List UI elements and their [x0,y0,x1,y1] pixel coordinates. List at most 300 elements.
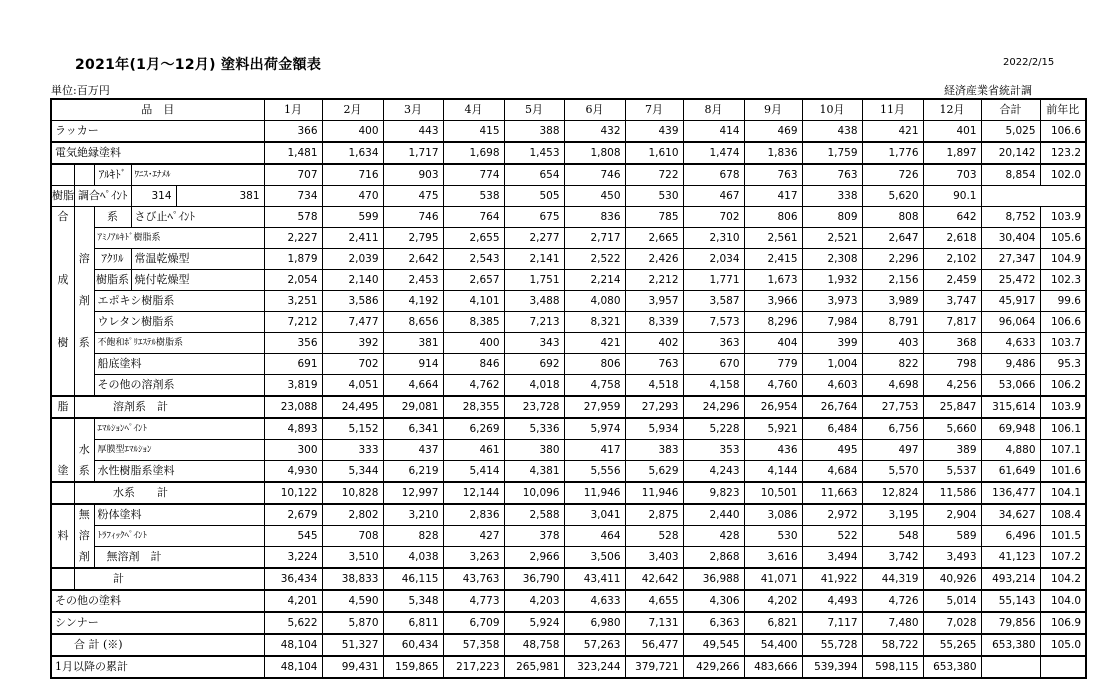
value-cell: 3,224 [264,547,322,569]
row-label: 粉体塗料 [94,504,264,526]
value-cell: 3,989 [862,291,923,312]
value-cell: 2,212 [625,270,683,291]
value-cell: 4,038 [383,547,443,569]
value-cell: 379,721 [625,656,683,678]
total-cell: 5,620 [862,186,923,207]
header-month: 4月 [443,99,504,121]
yoy-cell: 104.1 [1040,482,1086,504]
value-cell: 461 [443,440,504,461]
yoy-cell: 123.2 [1040,142,1086,164]
value-cell: 28,355 [443,396,504,418]
value-cell: 3,957 [625,291,683,312]
value-cell: 23,088 [264,396,322,418]
value-cell: 3,742 [862,547,923,569]
value-cell: 642 [923,207,981,228]
value-cell: 9,823 [683,482,744,504]
value-cell: 708 [322,526,383,547]
value-cell: 36,790 [504,568,564,590]
value-cell: 599 [322,207,383,228]
value-cell: 3,086 [744,504,802,526]
value-cell: 43,411 [564,568,625,590]
value-cell: 51,327 [322,634,383,656]
row-label: その他の塗料 [51,590,264,612]
value-cell: 4,101 [443,291,504,312]
value-cell: 5,344 [322,461,383,483]
value-cell: 538 [443,186,504,207]
value-cell: 29,081 [383,396,443,418]
side-cell [51,504,75,526]
value-cell: 1,897 [923,142,981,164]
value-cell: 2,966 [504,547,564,569]
value-cell: 8,656 [383,312,443,333]
side-cell [51,375,75,397]
value-cell: 545 [264,526,322,547]
row-label: さび止ﾍﾟｲﾝﾄ [131,207,264,228]
value-cell: 417 [744,186,802,207]
row-label: 無溶剤 計 [94,547,264,569]
acrylic-resin-label: 樹脂系 [94,270,131,291]
header-month: 10月 [802,99,862,121]
value-cell: 323,244 [564,656,625,678]
yoy-cell: 103.7 [1040,333,1086,354]
yoy-cell: 106.1 [1040,418,1086,440]
value-cell: 2,904 [923,504,981,526]
value-cell: 7,817 [923,312,981,333]
side-mizu-kei: 系 [75,461,95,483]
value-cell: 417 [564,440,625,461]
value-cell: 400 [322,121,383,143]
value-cell: 10,501 [744,482,802,504]
value-cell: 4,381 [504,461,564,483]
total-cell: 653,380 [981,634,1040,656]
value-cell: 702 [683,207,744,228]
value-cell: 1,932 [802,270,862,291]
value-cell: 3,616 [744,547,802,569]
value-cell: 6,269 [443,418,504,440]
yoy-cell: 107.2 [1040,547,1086,569]
value-cell: 2,415 [744,249,802,270]
value-cell: 2,657 [443,270,504,291]
value-cell: 2,868 [683,547,744,569]
value-cell: 57,358 [443,634,504,656]
value-cell: 5,629 [625,461,683,483]
value-cell: 4,698 [862,375,923,397]
value-cell: 2,214 [564,270,625,291]
side-cell [75,312,95,333]
value-cell: 3,747 [923,291,981,312]
value-cell: 903 [383,164,443,186]
value-cell: 60,434 [383,634,443,656]
side-cell [75,270,95,291]
value-cell: 7,984 [802,312,862,333]
yoy-cell: 95.3 [1040,354,1086,375]
value-cell: 8,339 [625,312,683,333]
value-cell: 785 [625,207,683,228]
value-cell: 8,321 [564,312,625,333]
value-cell: 56,477 [625,634,683,656]
value-cell: 678 [683,164,744,186]
value-cell: 3,195 [862,504,923,526]
side-mu-zai: 剤 [75,547,95,569]
value-cell: 822 [862,354,923,375]
yoy-cell: 99.6 [1040,291,1086,312]
total-cell: 25,472 [981,270,1040,291]
value-cell: 24,296 [683,396,744,418]
value-cell: 2,227 [264,228,322,249]
value-cell: 1,717 [383,142,443,164]
value-cell: 4,051 [322,375,383,397]
value-cell: 4,144 [744,461,802,483]
value-cell: 5,014 [923,590,981,612]
value-cell: 670 [683,354,744,375]
value-cell: 11,946 [625,482,683,504]
value-cell: 6,219 [383,461,443,483]
value-cell: 469 [744,121,802,143]
value-cell: 428 [683,526,744,547]
value-cell: 436 [744,440,802,461]
value-cell: 2,411 [322,228,383,249]
side-cell [75,164,95,186]
yoy-cell: 107.1 [1040,440,1086,461]
header-month: 6月 [564,99,625,121]
value-cell: 314 [131,186,176,207]
value-cell: 6,709 [443,612,504,634]
value-cell: 1,808 [564,142,625,164]
value-cell: 3,587 [683,291,744,312]
value-cell: 4,930 [264,461,322,483]
value-cell: 36,434 [264,568,322,590]
row-label: 常温乾燥型 [131,249,264,270]
resin-kei-label: 系 [94,207,131,228]
value-cell: 58,722 [862,634,923,656]
value-cell: 389 [923,440,981,461]
value-cell: 400 [443,333,504,354]
value-cell: 6,811 [383,612,443,634]
value-cell: 26,764 [802,396,862,418]
row-label: ウレタン樹脂系 [94,312,264,333]
value-cell: 3,973 [802,291,862,312]
table-row [51,634,1086,656]
row-label: 船底塗料 [94,354,264,375]
value-cell: 5,348 [383,590,443,612]
value-cell: 4,655 [625,590,683,612]
yoy-cell: 104.9 [1040,249,1086,270]
yoy-cell: 103.9 [1040,396,1086,418]
yoy-cell: 103.9 [1040,207,1086,228]
side-kei: 系 [75,333,95,354]
side-gou: 合 [51,207,75,228]
row-label: 厚膜型ｴﾏﾙｼｮﾝ [94,440,264,461]
value-cell: 4,018 [504,375,564,397]
row-label: 計 [75,568,265,590]
value-cell: 6,484 [802,418,862,440]
value-cell: 2,679 [264,504,322,526]
value-cell: 702 [322,354,383,375]
row-label: ﾄﾗﾌｨｯｸﾍﾟｲﾝﾄ [94,526,264,547]
value-cell: 4,633 [564,590,625,612]
header-total: 合計 [981,99,1040,121]
value-cell: 2,156 [862,270,923,291]
table-row [51,612,1086,634]
value-cell: 381 [383,333,443,354]
value-cell: 427 [443,526,504,547]
value-cell: 7,028 [923,612,981,634]
value-cell: 2,972 [802,504,862,526]
value-cell: 443 [383,121,443,143]
value-cell: 333 [322,440,383,461]
value-cell: 8,296 [744,312,802,333]
value-cell: 7,212 [264,312,322,333]
table-row [51,228,1086,249]
value-cell: 522 [802,526,862,547]
value-cell: 388 [504,121,564,143]
value-cell: 5,152 [322,418,383,440]
value-cell: 7,480 [862,612,923,634]
side-cell [75,418,95,440]
total-cell: 30,404 [981,228,1040,249]
value-cell: 6,341 [383,418,443,440]
side-cell [51,547,75,569]
value-cell: 3,263 [443,547,504,569]
table-row [51,164,1086,186]
header-yoy: 前年比 [1040,99,1086,121]
side-cell [51,228,75,249]
unit-label: 単位:百万円 [51,84,110,97]
side-mu: 無 [75,504,95,526]
value-cell: 806 [564,354,625,375]
value-cell: 764 [443,207,504,228]
value-cell: 10,828 [322,482,383,504]
row-label: シンナー [51,612,264,634]
value-cell: 4,080 [564,291,625,312]
row-label: 電気絶縁塗料 [51,142,264,164]
value-cell: 467 [683,186,744,207]
value-cell: 437 [383,440,443,461]
value-cell: 5,660 [923,418,981,440]
table-row [51,504,1086,526]
value-cell: 2,039 [322,249,383,270]
row-label: ｴﾏﾙｼｮﾝﾍﾟｲﾝﾄ [94,418,264,440]
side-cell [75,375,95,397]
value-cell: 57,263 [564,634,625,656]
value-cell: 48,104 [264,656,322,678]
value-cell: 3,494 [802,547,862,569]
value-cell: 4,243 [683,461,744,483]
yoy-cell: 105.6 [1040,228,1086,249]
value-cell: 421 [564,333,625,354]
value-cell: 12,997 [383,482,443,504]
value-cell: 48,758 [504,634,564,656]
total-cell: 9,486 [981,354,1040,375]
row-label: 水系 計 [75,482,265,504]
total-cell: 4,633 [981,333,1040,354]
value-cell: 548 [862,526,923,547]
side-mizu: 水 [75,440,95,461]
yoy-cell: 102.0 [1040,164,1086,186]
value-cell: 24,495 [322,396,383,418]
yoy-cell: 106.9 [1040,612,1086,634]
value-cell: 734 [264,186,322,207]
side-cell [51,312,75,333]
table-row [51,568,1086,590]
side-ryo: 料 [51,526,75,547]
yoy-cell: 108.4 [1040,504,1086,526]
value-cell: 7,213 [504,312,564,333]
value-cell: 1,453 [504,142,564,164]
value-cell: 7,573 [683,312,744,333]
value-cell: 353 [683,440,744,461]
value-cell: 36,988 [683,568,744,590]
value-cell: 438 [802,121,862,143]
value-cell: 4,493 [802,590,862,612]
value-cell: 653,380 [923,656,981,678]
side-mu-yo: 溶 [75,526,95,547]
total-cell: 6,496 [981,526,1040,547]
value-cell: 3,488 [504,291,564,312]
value-cell: 363 [683,333,744,354]
value-cell: 4,201 [264,590,322,612]
header-month: 3月 [383,99,443,121]
table-row [51,375,1086,397]
row-label: その他の溶剤系 [94,375,264,397]
value-cell: 779 [744,354,802,375]
value-cell: 5,622 [264,612,322,634]
value-cell: 1,771 [683,270,744,291]
value-cell: 401 [923,121,981,143]
value-cell: 5,537 [923,461,981,483]
value-cell: 41,922 [802,568,862,590]
side-cell [51,418,75,440]
value-cell: 495 [802,440,862,461]
value-cell: 846 [443,354,504,375]
total-cell: 27,347 [981,249,1040,270]
side-cell [51,291,75,312]
table-row [51,291,1086,312]
value-cell: 6,980 [564,612,625,634]
header-month: 11月 [862,99,923,121]
table-row [51,440,1086,461]
value-cell: 1,610 [625,142,683,164]
value-cell: 2,453 [383,270,443,291]
value-cell: 3,210 [383,504,443,526]
value-cell: 48,104 [264,634,322,656]
value-cell: 4,158 [683,375,744,397]
total-cell: 79,856 [981,612,1040,634]
page-title: 2021年(1月～12月) 塗料出荷金額表 [75,57,322,73]
value-cell: 4,590 [322,590,383,612]
value-cell: 7,131 [625,612,683,634]
total-cell: 55,143 [981,590,1040,612]
yoy-cell: 104.2 [1040,568,1086,590]
value-cell: 1,879 [264,249,322,270]
value-cell: 3,251 [264,291,322,312]
value-cell: 414 [683,121,744,143]
side-cell [51,354,75,375]
value-cell: 4,202 [744,590,802,612]
side-cell [75,228,95,249]
table-row [51,186,1086,207]
value-cell: 2,588 [504,504,564,526]
value-cell: 439 [625,121,683,143]
table-row [51,354,1086,375]
table-row [51,249,1086,270]
row-label: ラッカー [51,121,264,143]
value-cell: 5,228 [683,418,744,440]
table-row [51,461,1086,483]
value-cell: 3,493 [923,547,981,569]
total-cell: 4,880 [981,440,1040,461]
value-cell: 54,400 [744,634,802,656]
row-label: 調合ﾍﾟｲﾝﾄ [75,186,132,207]
value-cell: 4,518 [625,375,683,397]
row-label: 水性樹脂系塗料 [94,461,264,483]
table-row [51,547,1086,569]
value-cell: 2,277 [504,228,564,249]
value-cell: 5,870 [322,612,383,634]
value-cell: 6,363 [683,612,744,634]
value-cell: 470 [322,186,383,207]
value-cell: 2,034 [683,249,744,270]
value-cell: 497 [862,440,923,461]
table-row [51,482,1086,504]
side-shi: 脂 [51,396,75,418]
value-cell: 2,102 [923,249,981,270]
value-cell: 3,041 [564,504,625,526]
value-cell: 2,308 [802,249,862,270]
value-cell: 4,758 [564,375,625,397]
yoy-cell: 101.5 [1040,526,1086,547]
yoy-cell: 90.1 [923,186,981,207]
value-cell: 2,665 [625,228,683,249]
value-cell: 11,663 [802,482,862,504]
total-cell: 315,614 [981,396,1040,418]
total-cell: 136,477 [981,482,1040,504]
value-cell: 1,836 [744,142,802,164]
table-row [51,526,1086,547]
table-row [51,142,1086,164]
value-cell: 2,875 [625,504,683,526]
row-label: 不飽和ﾎﾟﾘｴｽﾃﾙ樹脂系 [94,333,264,354]
value-cell: 421 [862,121,923,143]
side-cell [51,568,75,590]
table-row [51,396,1086,418]
value-cell: 654 [504,164,564,186]
table-row [51,270,1086,291]
header-month: 8月 [683,99,744,121]
value-cell: 3,966 [744,291,802,312]
value-cell: 692 [504,354,564,375]
side-cell [51,482,75,504]
value-cell: 716 [322,164,383,186]
side-cell [51,164,75,186]
value-cell: 380 [504,440,564,461]
value-cell: 368 [923,333,981,354]
row-label: 焼付乾燥型 [131,270,264,291]
row-label: 溶剤系 計 [75,396,265,418]
table-row [51,333,1086,354]
side-cell [51,249,75,270]
value-cell: 3,819 [264,375,322,397]
value-cell: 726 [862,164,923,186]
header-month: 12月 [923,99,981,121]
yoy-cell: 101.6 [1040,461,1086,483]
value-cell: 6,821 [744,612,802,634]
value-cell: 3,586 [322,291,383,312]
value-cell: 5,974 [564,418,625,440]
row-label: 1月以降の累計 [51,656,264,678]
value-cell: 44,319 [862,568,923,590]
side-yo: 溶 [75,249,95,270]
